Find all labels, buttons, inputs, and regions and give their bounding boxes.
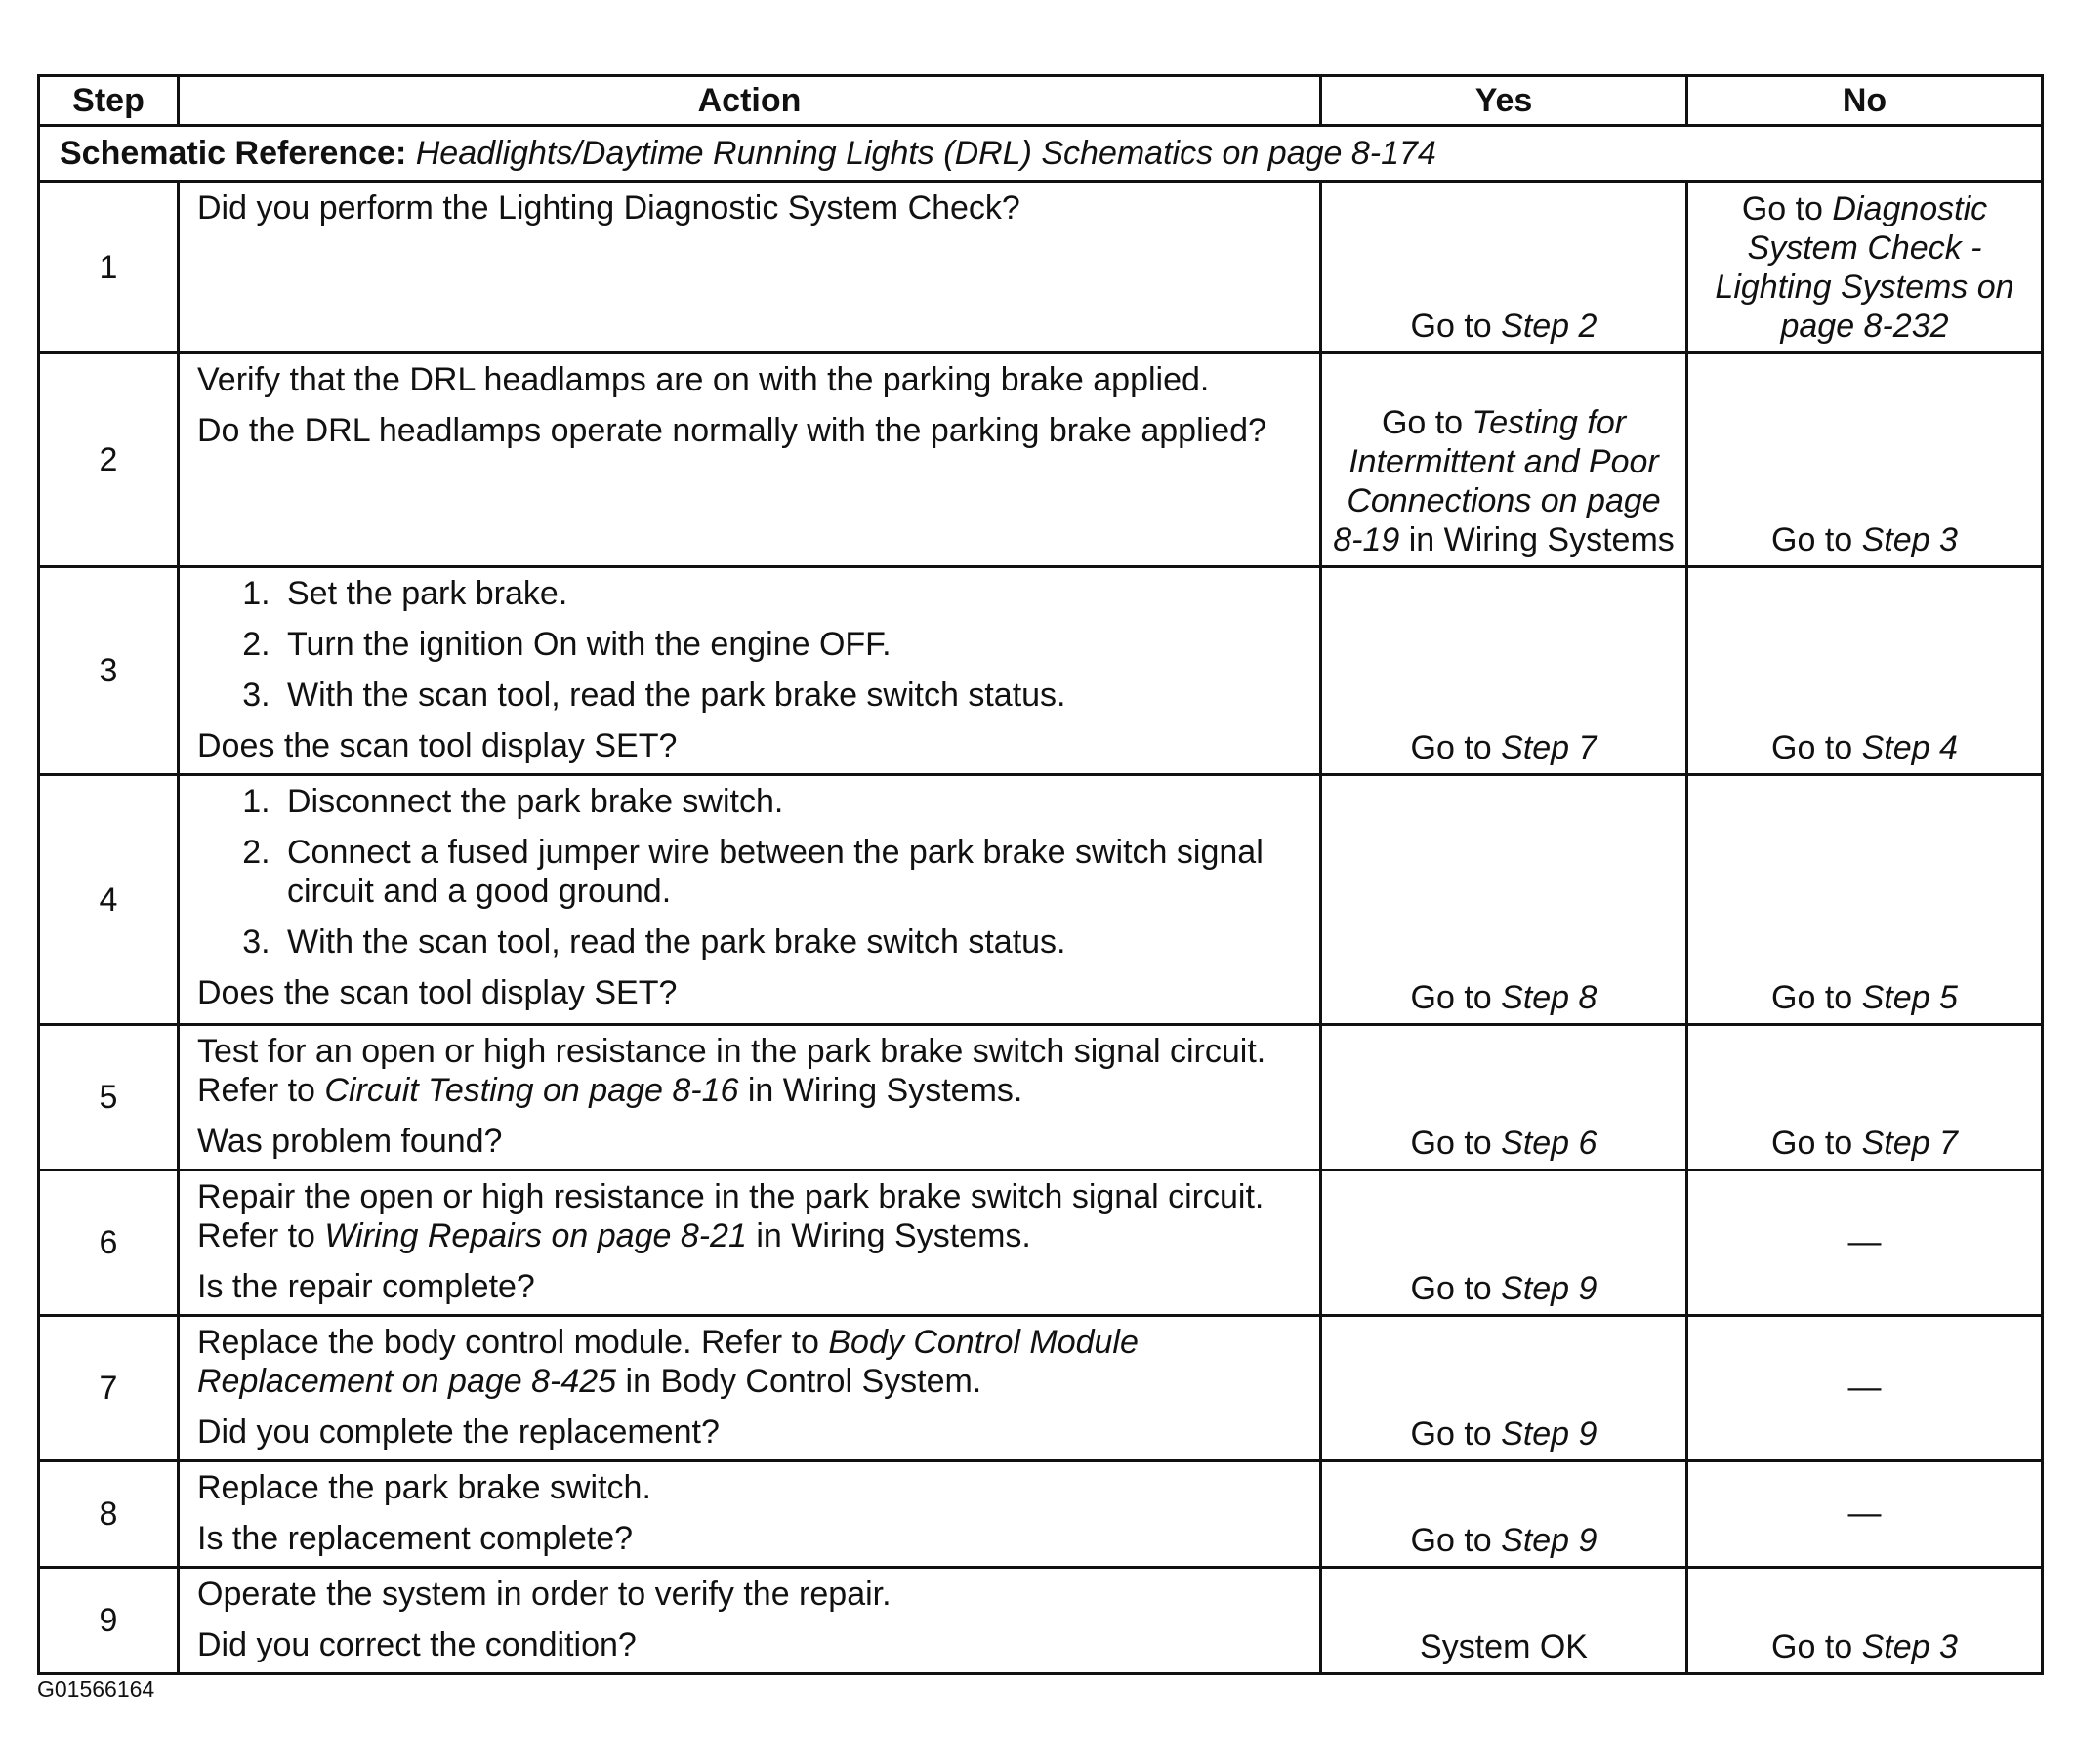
no-prefix: Go to [1771,729,1862,766]
action-cell [179,182,1321,353]
action-instruction: Operate the system in order to verify the repair. [197,1576,892,1613]
action-text: Test for an open or high resistance in the park brake switch signal circuit. Refer to [197,1033,1266,1109]
action-step-list [197,574,1302,715]
yes-cell [1321,353,1687,567]
no-step-link[interactable]: Step 3 [1861,1628,1958,1665]
action-question: Did you correct the condition? [197,1626,637,1663]
no-prefix: Go to [1771,979,1862,1016]
no-step-link[interactable]: Step 7 [1861,1125,1958,1162]
no-cell-dash: — [1687,1170,2043,1316]
action-question: Was problem found? [197,1123,503,1160]
yes-prefix: Go to [1410,729,1502,766]
action-text-suffix: in Wiring Systems. [738,1072,1023,1109]
no-cell [1687,775,2043,1025]
figure-id: G01566164 [37,1676,155,1702]
action-cell [179,1170,1321,1316]
action-cell [179,1461,1321,1568]
yes-prefix: Go to [1410,1415,1502,1453]
header-yes: Yes [1321,76,1687,126]
step-row-1 [39,182,2043,353]
schematic-reference-row [39,126,2043,182]
header-action: Action [179,76,1321,126]
schematic-reference [39,126,2043,182]
action-instruction [197,1032,1302,1110]
step-number: 8 [39,1461,179,1568]
step-row-2 [39,353,2043,567]
action-question: Did you perform the Lighting Diagnostic System Check? [197,189,1020,226]
schematic-reference-label: Schematic Reference: [60,135,407,172]
yes-cell [1321,1316,1687,1461]
yes-step-link[interactable]: Step 9 [1501,1415,1597,1453]
action-instruction [197,1177,1302,1255]
header-no: No [1687,76,2043,126]
yes-cell [1321,1170,1687,1316]
action-instruction: Verify that the DRL headlamps are on with the parking brake applied. [197,361,1210,398]
yes-step-link[interactable]: Step 7 [1501,729,1597,766]
action-question: Is the replacement complete? [197,1520,634,1557]
action-question: Did you complete the replacement? [197,1414,720,1451]
action-list-item: 1. Disconnect the park brake switch. [279,782,1302,821]
action-instruction [197,1323,1302,1401]
action-reference-link[interactable]: Wiring Repairs on page 8-21 [324,1217,747,1254]
schematic-reference-text: Headlights/Daytime Running Lights (DRL) Schematics on page 8-174 [415,135,1436,172]
step-row-5 [39,1025,2043,1170]
step-number: 5 [39,1025,179,1170]
action-text-suffix: in Body Control System. [616,1363,982,1400]
step-number: 3 [39,567,179,775]
action-list-item: 2. Connect a fused jumper wire between the park brake switch signal circuit and a good ground. [279,833,1302,911]
action-list-item: 3. With the scan tool, read the park brake switch status. [279,923,1302,962]
yes-prefix: Go to [1381,404,1473,441]
yes-cell [1321,1025,1687,1170]
no-cell [1687,182,2043,353]
yes-step-link[interactable]: Step 9 [1501,1522,1597,1559]
action-question: Does the scan tool display SET? [197,974,678,1011]
yes-step-link[interactable]: Step 8 [1501,979,1597,1016]
action-text: Repair the open or high resistance in the park brake switch signal circuit. Refer to [197,1178,1265,1254]
no-prefix: Go to [1771,1628,1862,1665]
yes-prefix: Go to [1410,308,1502,345]
yes-prefix: Go to [1410,1522,1502,1559]
no-cell [1687,1568,2043,1674]
yes-prefix: Go to [1410,1125,1502,1162]
action-text: Replace the body control module. Refer to [197,1324,829,1361]
step-row-8 [39,1461,2043,1568]
yes-cell [1321,182,1687,353]
yes-prefix: Go to [1410,1270,1502,1307]
step-number: 9 [39,1568,179,1674]
no-reference-link[interactable]: Diagnostic System Check - Lighting Systems on page 8-232 [1715,190,2014,345]
yes-reference-link[interactable]: Testing for Intermittent and Poor Connections on page 8-19 [1333,404,1661,558]
action-instruction: Replace the park brake switch. [197,1469,651,1506]
action-cell [179,1316,1321,1461]
step-row-6 [39,1170,2043,1316]
yes-cell [1321,567,1687,775]
action-reference-link[interactable]: Circuit Testing on page 8-16 [324,1072,739,1109]
action-cell [179,1025,1321,1170]
no-step-link[interactable]: Step 4 [1861,729,1958,766]
action-cell [179,1568,1321,1674]
action-question: Is the repair complete? [197,1268,535,1305]
step-row-3 [39,567,2043,775]
no-cell-dash: — [1687,1316,2043,1461]
no-cell [1687,567,2043,775]
step-number: 4 [39,775,179,1025]
yes-cell [1321,775,1687,1025]
step-row-7 [39,1316,2043,1461]
action-list-item: 2. Turn the ignition On with the engine OFF. [279,625,1302,664]
no-cell-dash: — [1687,1461,2043,1568]
action-text-suffix: in Wiring Systems. [746,1217,1031,1254]
no-cell [1687,353,2043,567]
action-list-item: 3. With the scan tool, read the park brake switch status. [279,676,1302,715]
action-cell [179,353,1321,567]
no-prefix: Go to [1741,190,1833,227]
no-step-link[interactable]: Step 5 [1861,979,1958,1016]
action-question: Does the scan tool display SET? [197,727,678,764]
step-number: 6 [39,1170,179,1316]
yes-step-link[interactable]: Step 2 [1501,308,1597,345]
no-prefix: Go to [1771,521,1862,558]
yes-cell: System OK [1321,1568,1687,1674]
action-reference-link[interactable]: Body Control Module Replacement on page 8-425 [197,1324,1139,1400]
no-step-link[interactable]: Step 3 [1861,521,1958,558]
action-step-list [197,782,1302,962]
yes-step-link[interactable]: Step 9 [1501,1270,1597,1307]
header-row [39,76,2043,126]
yes-step-link[interactable]: Step 6 [1501,1125,1597,1162]
action-cell [179,775,1321,1025]
action-question: Do the DRL headlamps operate normally with the parking brake applied? [197,412,1266,449]
no-prefix: Go to [1771,1125,1862,1162]
yes-cell [1321,1461,1687,1568]
action-cell [179,567,1321,775]
step-number: 2 [39,353,179,567]
diagnostic-table [37,74,2044,1675]
yes-prefix: Go to [1410,979,1502,1016]
no-cell [1687,1025,2043,1170]
step-row-9 [39,1568,2043,1674]
step-row-4 [39,775,2043,1025]
action-list-item: 1. Set the park brake. [279,574,1302,613]
step-number: 7 [39,1316,179,1461]
yes-suffix: in Wiring Systems [1399,521,1675,558]
header-step: Step [39,76,179,126]
step-number: 1 [39,182,179,353]
